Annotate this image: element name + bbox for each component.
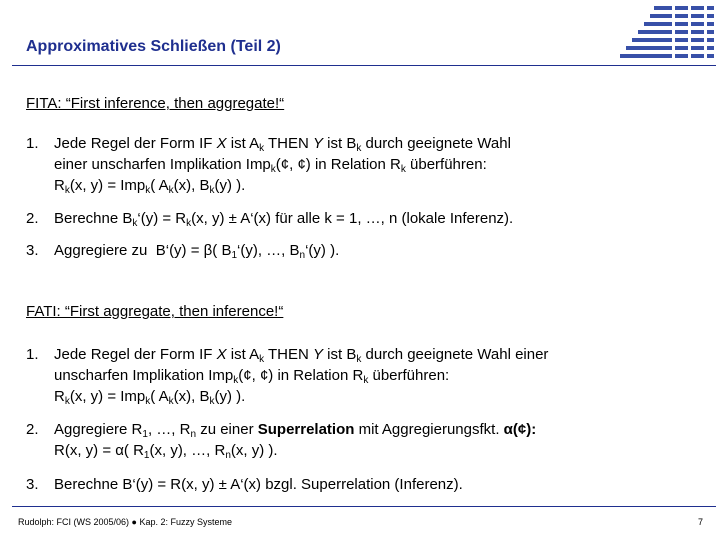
header-divider bbox=[12, 65, 716, 66]
fita-heading: FITA: “First inference, then aggregate!“ bbox=[26, 95, 285, 112]
fita-item-2-line-1: Berechne $B_k‘(y) = R_k(x$, y) ± A‘(x) für alle k = 1, …, n (lokale Inferenz). bbox=[54, 210, 514, 229]
fita-item-1-line-3: $R_k(x$, y) = Imp$_k$( $A_k(x)$, $B_k(y)$ ). bbox=[54, 177, 246, 196]
fati-item-2-line-2: R(x, y) = α( $R_1(x$, y), …, $R_n(x$, y) ). bbox=[54, 442, 278, 461]
footer-divider bbox=[12, 506, 716, 507]
list-number: 1. bbox=[26, 135, 39, 152]
fati-item-2-line-1: Aggregiere $R_1$, …, $R_n$ zu einer Superrelation mit Aggregierungsfkt. α(¢): bbox=[54, 421, 537, 440]
fati-item-1-line-3: $R_k(x$, y) = Imp$_k$( $A_k(x)$, $B_k(y)$ ). bbox=[54, 388, 246, 407]
list-number: 1. bbox=[26, 346, 39, 363]
university-logo-icon bbox=[614, 4, 718, 64]
list-number: 2. bbox=[26, 210, 39, 227]
fita-item-1-line-1: Jede Regel der Form IF X ist $A_k$ THEN Y ist $B_k$ durch geeignete Wahl bbox=[54, 135, 511, 154]
fati-heading: FATI: “First aggregate, then inference!“ bbox=[26, 303, 284, 320]
fita-item-3-line-1: Aggregiere zu B‘(y) = β( $B_1‘(y)$, …, $B_n‘(y)$ ). bbox=[54, 242, 340, 261]
list-number: 3. bbox=[26, 242, 39, 259]
fati-item-1-line-1: Jede Regel der Form IF X ist $A_k$ THEN Y ist $B_k$ durch geeignete Wahl einer bbox=[54, 346, 549, 365]
fati-item-3-line-1: Berechne B‘(y) = R(x, y) ± A‘(x) bzgl. Superrelation (Inferenz). bbox=[54, 476, 463, 493]
list-number: 2. bbox=[26, 421, 39, 438]
page-number: 7 bbox=[698, 517, 704, 527]
footer-text: Rudolph: FCI (WS 2005/06) ● Kap. 2: Fuzzy Systeme bbox=[18, 517, 233, 527]
list-number: 3. bbox=[26, 476, 39, 493]
fati-item-1-line-2: unscharfen Implikation Imp$_k$(¢, ¢) in Relation $R_k$ überführen: bbox=[54, 367, 450, 386]
fita-item-1-line-2: einer unscharfen Implikation Imp$_k$(¢, ¢) in Relation $R_k$ überführen: bbox=[54, 156, 487, 175]
slide-title: Approximatives Schließen (Teil 2) bbox=[26, 38, 281, 55]
